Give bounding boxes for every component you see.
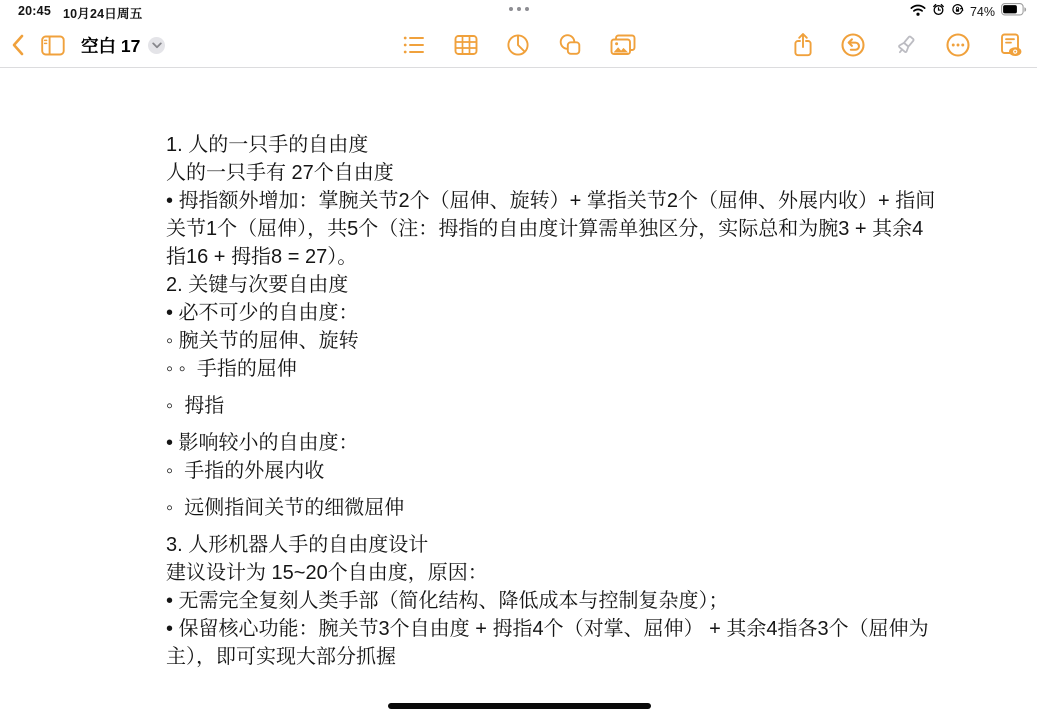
more-button[interactable] — [945, 32, 971, 58]
note-line: 关节1个（屈伸），共5个（注：拇指的自由度计算需单独区分，实际总和为腕3 + 其余4 — [166, 218, 924, 240]
undo-button[interactable] — [840, 32, 866, 58]
note-line: 主），即可实现大部分抓握 — [166, 646, 396, 668]
note-line: 1. 人的一只手的自由度 — [166, 134, 369, 156]
note-line: • 保留核心功能：腕关节3个自由度 + 拇指4个（对掌、屈伸） + 其余4指各3个（屈伸为 — [166, 618, 929, 640]
note-line: 3. 人形机器人手的自由度设计 — [166, 534, 429, 556]
note-line: ◦ 腕关节的屈伸、旋转 — [166, 330, 359, 352]
battery-icon — [1001, 3, 1027, 21]
multitasking-dots-icon[interactable] — [509, 7, 529, 11]
note-line: ◦ 远侧指间关节的细微屈伸 — [166, 497, 405, 519]
checklist-button[interactable] — [402, 33, 426, 57]
shapes-button[interactable] — [558, 33, 582, 57]
back-button[interactable] — [10, 33, 25, 57]
alarm-icon — [932, 3, 945, 21]
note-line: • 影响较小的自由度： — [166, 432, 359, 454]
home-indicator[interactable] — [388, 703, 651, 709]
sidebar-toggle-button[interactable] — [41, 35, 65, 56]
note-line: • 无需完全复刻人类手部（简化结构、降低成本与控制复杂度）； — [166, 590, 729, 612]
note-line: 2. 关键与次要自由度 — [166, 274, 349, 296]
status-date: 10月24日周五 — [62, 7, 143, 21]
note-line: • 拇指额外增加：掌腕关节2个（屈伸、旋转）+ 掌指关节2个（屈伸、外展内收）+ 指间 — [166, 190, 936, 212]
note-line: 建议设计为 15~20个自由度，原因： — [166, 562, 488, 584]
note-line: 人的一只手有 27个自由度 — [166, 162, 394, 184]
note-body[interactable] — [166, 131, 936, 671]
pie-chart-button[interactable] — [506, 33, 530, 57]
status-bar — [0, 0, 1037, 22]
battery-percent: 74% — [969, 5, 995, 19]
note-title: 空白 17 — [81, 35, 141, 56]
table-button[interactable] — [454, 33, 478, 57]
note-line: • 必不可少的自由度： — [166, 302, 359, 324]
note-line: ◦ 拇指 — [166, 395, 225, 417]
wifi-icon — [910, 3, 926, 21]
document-eye-badge-button[interactable] — [998, 32, 1023, 59]
photos-button[interactable] — [610, 33, 636, 57]
marker-button[interactable] — [893, 33, 918, 58]
title-dropdown-button[interactable] — [148, 37, 165, 54]
orientation-lock-icon — [951, 3, 964, 21]
note-line: ◦ 手指的外展内收 — [166, 460, 325, 482]
status-time: 20:45 — [18, 4, 51, 18]
share-button[interactable] — [793, 32, 813, 58]
note-line: ◦ ◦ 手指的屈伸 — [166, 358, 297, 380]
note-line: 指16 + 拇指8 = 27）。 — [166, 246, 358, 268]
toolbar — [0, 22, 1037, 68]
